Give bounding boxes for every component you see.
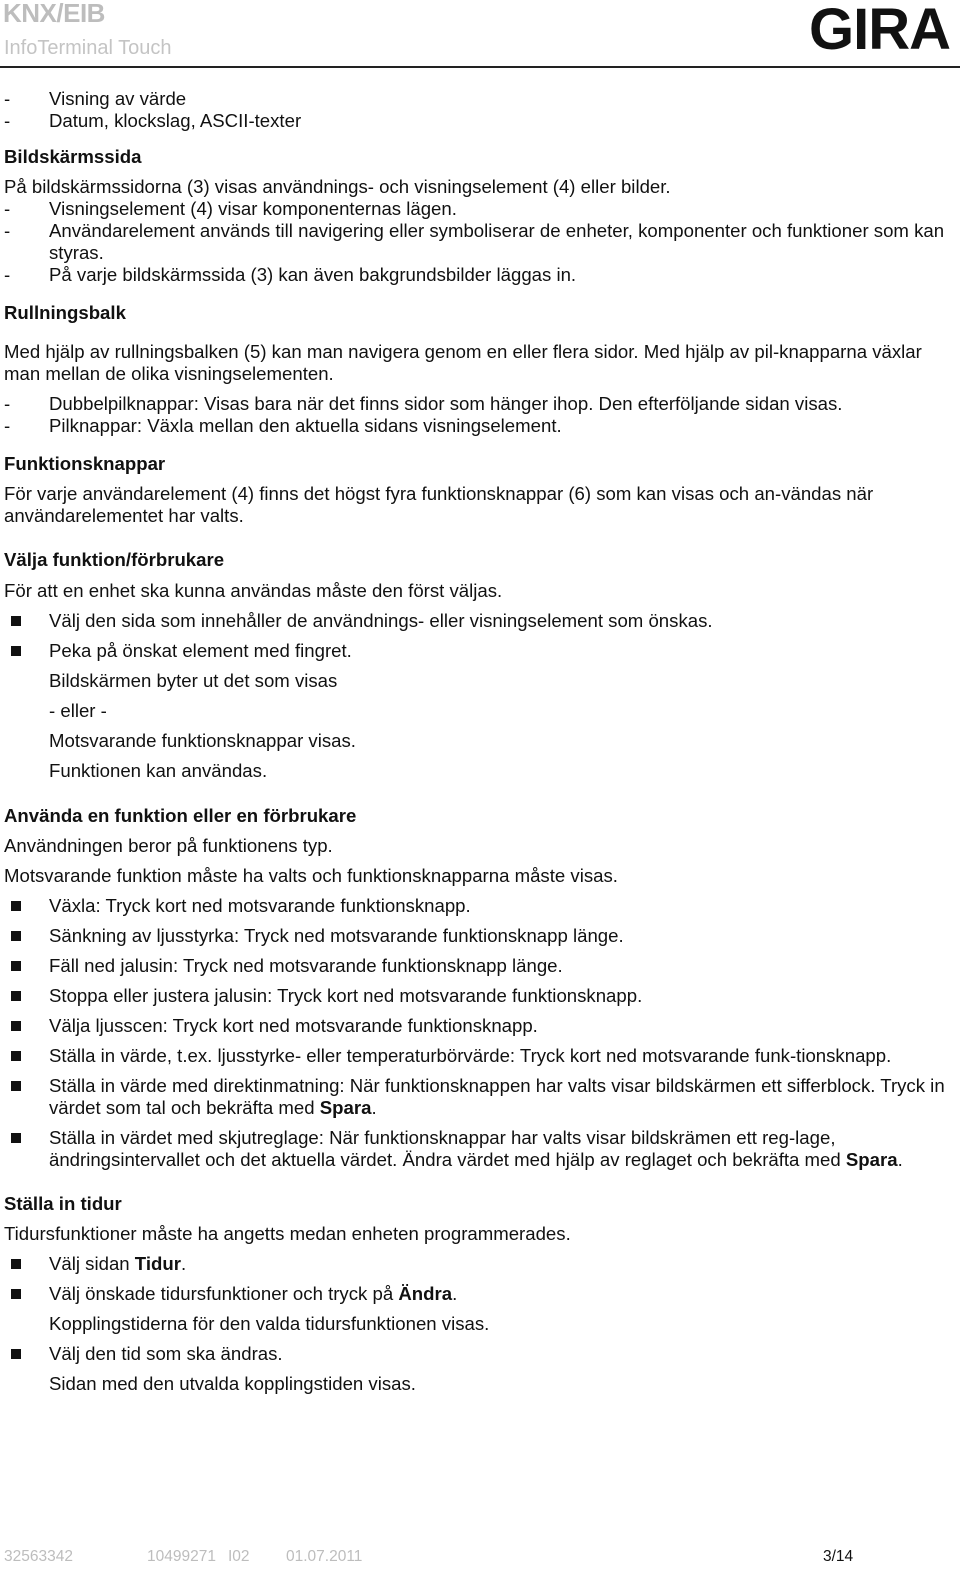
step-text: Ställa in värdet med skjutreglage: När funktionsknappar har valts visar bildskrämen ett reg-lage, ändringsintervallet och det aktuella värdet. Ändra värdet med hjälp av reglaget och bekräfta med Spara. (49, 1127, 903, 1170)
list-item-text: Visning av värde (49, 88, 187, 109)
page-header (0, 0, 960, 70)
or-separator: - eller - (49, 700, 107, 721)
list-item-text: Användarelement används till navigering eller symboliserar de enheter, komponenter och funktioner som kan styras. (49, 220, 945, 263)
step-text: Sänkning av ljusstyrka: Tryck ned motsvarande funktionsknapp länge. (49, 925, 624, 946)
square-bullet-icon (11, 901, 21, 911)
square-bullet-icon (11, 1349, 21, 1359)
step-text: Välj önskade tidursfunktioner och tryck på Ändra. (49, 1283, 458, 1304)
step-text: Stoppa eller justera jalusin: Tryck kort ned motsvarande funktionsknapp. (49, 985, 643, 1006)
dash-bullet: - (4, 220, 11, 241)
step-text: Växla: Tryck kort ned motsvarande funktionsknapp. (49, 895, 471, 916)
square-bullet-icon (11, 1259, 21, 1269)
step-item (4, 955, 954, 977)
product-title: KNX/EIB (3, 0, 105, 28)
step-text: Peka på önskat element med fingret. (49, 640, 352, 661)
document-body (4, 88, 954, 1395)
paragraph: För varje användarelement (4) finns det högst fyra funktionsknappar (6) som kan visas och an-vändas när användarelementet har valts. (4, 483, 874, 526)
step-item (4, 610, 954, 632)
step-text: Välja ljusscen: Tryck kort ned motsvarande funktionsknapp. (49, 1015, 538, 1036)
step-result: Kopplingstiderna för den valda tidursfunktionen visas. (49, 1313, 490, 1334)
step-item (4, 1015, 954, 1037)
step-text: Välj den sida som innehåller de användnings- eller visningselement som önskas. (49, 610, 713, 631)
dash-bullet: - (4, 88, 11, 109)
ui-term-spara: Spara (845, 1149, 898, 1170)
step-result: Funktionen kan användas. (49, 760, 268, 781)
step-item (4, 1283, 954, 1305)
list-item-text: Dubbelpilknappar: Visas bara när det finns sidor som hänger ihop. Den efterföljande sidan visas. (49, 393, 843, 414)
list-item-text: Datum, klockslag, ASCII-texter (49, 110, 302, 131)
square-bullet-icon (11, 1289, 21, 1299)
square-bullet-icon (11, 646, 21, 656)
step-item (4, 1127, 954, 1171)
publication-date: 01.07.2011 (286, 1548, 363, 1565)
square-bullet-icon (11, 961, 21, 971)
list-item (4, 110, 954, 132)
list-item (4, 198, 954, 220)
section-heading-valja: Välja funktion/förbrukare (4, 549, 225, 570)
step-item (4, 925, 954, 947)
reference-number: 10499271 (147, 1548, 216, 1565)
dash-bullet: - (4, 110, 11, 131)
step-item (4, 985, 954, 1007)
list-item-text: På varje bildskärmssida (3) kan även bakgrundsbilder läggas in. (49, 264, 577, 285)
paragraph: För att en enhet ska kunna användas måste den först väljas. (4, 580, 503, 601)
document-number: 32563342 (4, 1548, 73, 1565)
ui-term-spara: Spara (319, 1097, 372, 1118)
list-item (4, 220, 954, 264)
brand-logo: GIRA (809, 0, 950, 62)
step-item (4, 895, 954, 917)
page-footer (4, 1548, 954, 1568)
step-text: Ställa in värde med direktinmatning: När funktionsknappen har valts visar bildskärmen ett sifferblock. Tryck in värdet som tal och bekräfta med Spara. (49, 1075, 945, 1118)
paragraph: Tidursfunktioner måste ha angetts medan enheten programmerades. (4, 1223, 571, 1244)
ui-term-andra: Ändra (398, 1283, 453, 1304)
square-bullet-icon (11, 1081, 21, 1091)
step-result: Bildskärmen byter ut det som visas (49, 670, 338, 691)
list-item (4, 264, 954, 286)
ui-term-tidur: Tidur (134, 1253, 181, 1274)
list-item-text: Visningselement (4) visar komponenternas lägen. (49, 198, 457, 219)
step-item (4, 1045, 954, 1067)
list-item (4, 393, 954, 415)
list-item (4, 415, 954, 437)
dash-bullet: - (4, 264, 11, 285)
step-text: Välj sidan Tidur. (49, 1253, 187, 1274)
paragraph: På bildskärmssidorna (3) visas användnings- och visningselement (4) eller bilder. (4, 176, 671, 197)
list-item (4, 88, 954, 110)
section-heading-tidur: Ställa in tidur (4, 1193, 122, 1214)
dash-bullet: - (4, 198, 11, 219)
section-heading-rullningsbalk: Rullningsbalk (4, 302, 126, 323)
paragraph: Användningen beror på funktionens typ. (4, 835, 333, 856)
square-bullet-icon (11, 931, 21, 941)
step-item (4, 1075, 954, 1119)
paragraph: Motsvarande funktion måste ha valts och funktionsknapparna måste visas. (4, 865, 618, 886)
step-text: Fäll ned jalusin: Tryck ned motsvarande funktionsknapp länge. (49, 955, 563, 976)
section-heading-anvanda: Använda en funktion eller en förbrukare (4, 805, 357, 826)
square-bullet-icon (11, 1133, 21, 1143)
square-bullet-icon (11, 616, 21, 626)
step-item (4, 1343, 954, 1365)
step-result: Sidan med den utvalda kopplingstiden visas. (49, 1373, 416, 1394)
product-subtitle: InfoTerminal Touch (4, 37, 172, 59)
square-bullet-icon (11, 991, 21, 1001)
paragraph: Med hjälp av rullningsbalken (5) kan man navigera genom en eller flera sidor. Med hjälp av pil-knapparna växlar man mellan de olika visningselementen. (4, 341, 922, 384)
section-heading-funktionsknappar: Funktionsknappar (4, 453, 166, 474)
list-item-text: Pilknappar: Växla mellan den aktuella sidans visningselement. (49, 415, 562, 436)
step-text: Ställa in värde, t.ex. ljusstyrke- eller temperaturbörvärde: Tryck kort ned motsvarande funk-tionsknapp. (49, 1045, 892, 1066)
square-bullet-icon (11, 1021, 21, 1031)
step-item (4, 640, 954, 662)
step-result: Motsvarande funktionsknappar visas. (49, 730, 356, 751)
step-text: Välj den tid som ska ändras. (49, 1343, 283, 1364)
square-bullet-icon (11, 1051, 21, 1061)
section-heading-bildskarmssida: Bildskärmssida (4, 146, 142, 167)
dash-bullet: - (4, 393, 11, 414)
step-item (4, 1253, 954, 1275)
dash-bullet: - (4, 415, 11, 436)
issue-code: I02 (228, 1548, 250, 1565)
header-divider (0, 66, 960, 68)
page-number: 3/14 (823, 1548, 854, 1565)
